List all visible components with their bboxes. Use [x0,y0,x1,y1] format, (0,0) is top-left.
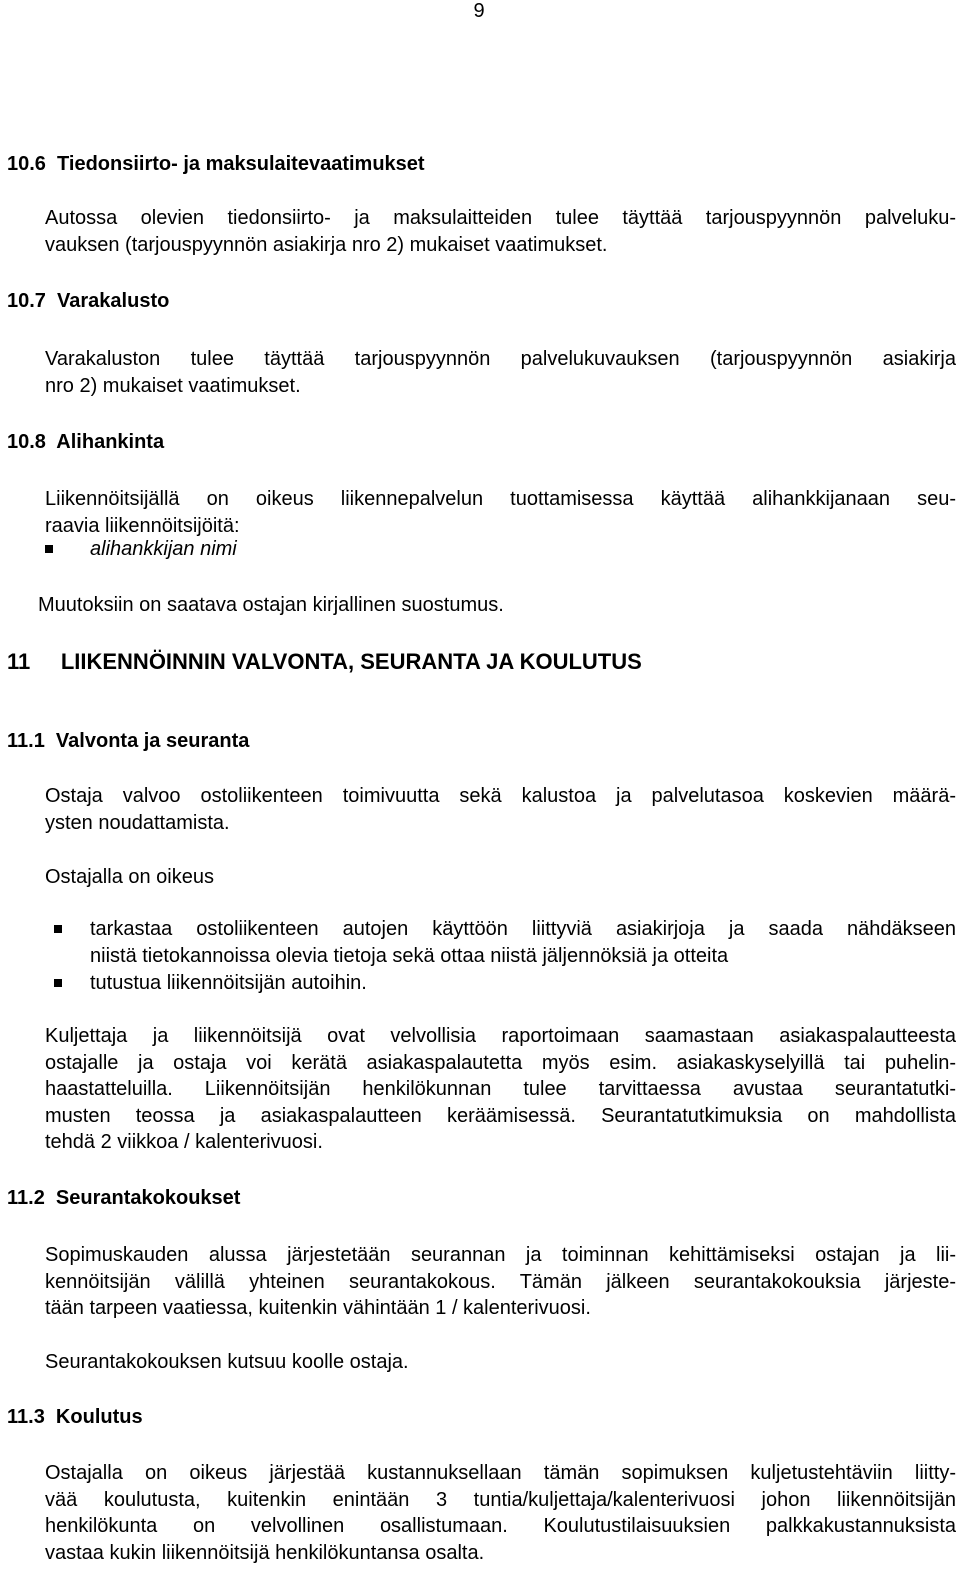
text-line: Ostajalla on oikeus järjestää kustannuksellaan tämän sopimuksen kuljetustehtäviin liitty- [45,1462,956,1484]
text-line: henkilökunta on velvollinen osallistumaan. Koulutustilaisuuksien palkkakustannuksista [45,1515,956,1538]
section-10-7-body [45,346,956,399]
section-11-3-heading: 11.3 Koulutus [7,1406,143,1428]
section-10-6-heading: 10.6 Tiedonsiirto- ja maksulaitevaatimukset [7,153,425,175]
section-11-heading: 11 LIIKENNÖINNIN VALVONTA, SEURANTA JA KOULUTUS [7,649,642,674]
section-11-1-paragraph-2: Ostajalla on oikeus [45,866,214,888]
section-10-6-body [45,205,956,258]
text-line: raavia liikennöitsijöitä: [45,514,240,537]
text-line: musten teossa ja asiakaspalautteen keräämisessä. Seurantatutkimuksia on mahdollista [45,1104,956,1127]
text-line: Sopimuskauden alussa järjestetään seurannan ja toiminnan kehittämiseksi ostajan ja lii- [45,1244,956,1266]
text-line: Autossa olevien tiedonsiirto- ja maksulaitteiden tulee täyttää tarjouspyynnön palveluku- [45,207,956,229]
text-line: Varakaluston tulee täyttää tarjouspyynnön palvelukuvauksen (tarjouspyynnön asiakirja [45,348,956,370]
rights-bullet-2: tutustua liikennöitsijän autoihin. [90,972,367,994]
bullet-square-icon [54,979,62,987]
text-line: Ostaja valvoo ostoliikenteen toimivuutta sekä kalustoa ja palvelutasoa koskevien määrä- [45,785,956,807]
section-10-8-heading: 10.8 Alihankinta [7,431,165,453]
section-11-1-paragraph-3 [45,1023,956,1156]
text-line: tään tarpeen vaatiessa, kuitenkin vähintään 1 / kalenterivuosi. [45,1297,591,1320]
subcontractor-bullet: alihankkijan nimi [90,538,237,560]
section-11-2-heading: 11.2 Seurantakokoukset [7,1187,241,1209]
text-line: niistä tietokannoissa olevia tietoja sekä ottaa niistä jäljennöksiä ja otteita [90,944,729,967]
text-line: ysten noudattamista. [45,811,230,834]
text-line: haastatteluilla. Liikennöitsijän henkilökunnan tulee tarvittaessa avustaa seurantatutki- [45,1078,956,1101]
text-line: kennöitsijän välillä yhteinen seurantakokous. Tämän jälkeen seurantakokouksia järjeste- [45,1270,956,1293]
rights-bullet-1 [90,916,956,969]
section-11-2-paragraph-1 [45,1242,956,1322]
section-11-3-paragraph-1 [45,1460,956,1566]
text-line: nro 2) mukaiset vaatimukset. [45,374,301,397]
section-10-7-heading: 10.7 Varakalusto [7,290,170,312]
text-line: vastaa kukin liikennöitsijä henkilökuntansa osalta. [45,1541,485,1564]
text-line: ostajalle ja ostaja voi kerätä asiakaspalautetta myös esim. asiakaskyselyillä tai puhelin- [45,1051,956,1074]
text-line: tehdä 2 viikkoa / kalenterivuosi. [45,1131,323,1154]
section-11-1-paragraph-1 [45,783,956,836]
change-consent-note: Muutoksiin on saatava ostajan kirjallinen suostumus. [38,594,504,616]
text-line: Kuljettaja ja liikennöitsijä ovat velvollisia raportoimaan saamastaan asiakaspalautteesta [45,1025,956,1047]
page-number: 9 [473,0,485,22]
section-11-1-heading: 11.1 Valvonta ja seuranta [7,730,250,752]
text-line: Liikennöitsijällä on oikeus liikennepalvelun tuottamisessa käyttää alihankkijanaan seu- [45,488,956,510]
text-line: vää koulutusta, kuitenkin enintään 3 tuntia/kuljettaja/kalenterivuosi johon liikennöitsijän [45,1488,956,1511]
section-10-8-body [45,486,956,539]
bullet-square-icon [45,545,53,553]
section-11-2-paragraph-2: Seurantakokouksen kutsuu koolle ostaja. [45,1351,409,1373]
text-line: tarkastaa ostoliikenteen autojen käyttöön liittyviä asiakirjoja ja saada nähdäkseen [90,918,956,940]
text-line: vauksen (tarjouspyynnön asiakirja nro 2) mukaiset vaatimukset. [45,233,608,256]
bullet-square-icon [54,925,62,933]
